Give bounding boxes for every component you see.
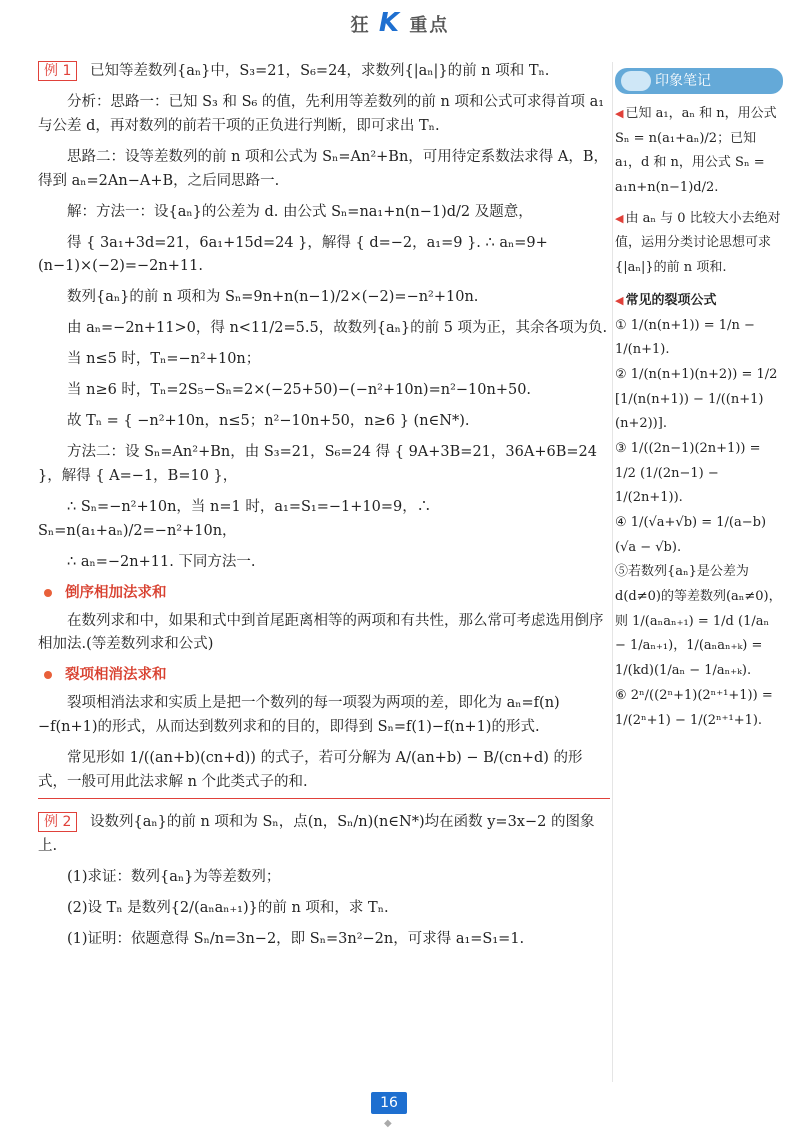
sidebar-header xyxy=(615,68,783,94)
header-prefix: 狂 xyxy=(350,15,371,36)
formula-4: ④ 1/(√a+√b) = 1/(a−b) (√a − √b). xyxy=(615,515,767,555)
note-2 xyxy=(615,207,783,281)
formula-1: ① 1/(n(n+1)) = 1/n − 1/(n+1). xyxy=(615,317,755,358)
example-2-q1: (1)求证：数列{aₙ}为等差数列； xyxy=(67,868,281,885)
system-1: 得 { 3a₁+3d=21，6a₁+15d=24 }，解得 { d=−2，a₁=9 }. ∴ aₙ=9+(n−1)×(−2)=−2n+11. xyxy=(38,234,548,275)
main-column xyxy=(38,60,610,959)
triangle-icon: ◀ xyxy=(615,293,624,307)
section-reverse-add-text: 在数列求和中，如果和式中到首尾距离相等的两项和有共性，那么常可考虑选用倒序相加法.(等差数列求和公式) xyxy=(38,612,604,653)
bullet-icon xyxy=(44,671,52,679)
example-2-label: 例 2 xyxy=(38,812,77,832)
page-header xyxy=(0,8,800,38)
example-2-q2: (2)设 Tₙ 是数列{2/(aₙaₙ₊₁)}的前 n 项和，求 Tₙ. xyxy=(67,899,389,916)
formula-3: ③ 1/((2n−1)(2n+1)) = 1/2 (1/(2n−1) − 1/(2n+1)). xyxy=(615,440,761,506)
header-suffix: 重点 xyxy=(409,15,450,36)
header-k-logo: K xyxy=(378,8,402,38)
note-1 xyxy=(615,102,783,201)
bullet-icon xyxy=(44,589,52,597)
page-ornament-icon: ◆ xyxy=(384,1118,392,1129)
formula-section-title: 常见的裂项公式 xyxy=(625,292,717,308)
case-1: 当 n≤5 时，Tₙ=−n²+10n； xyxy=(67,351,261,368)
sign-analysis: 由 aₙ=−2n+11>0，得 n<11/2=5.5，故数列{aₙ}的前 5 项为正，其余各项为负. xyxy=(67,320,608,337)
example-2-proof: (1)证明：依题意得 Sₙ/n=3n−2，即 Sₙ=3n²−2n，可求得 a₁=S₁=1. xyxy=(67,930,525,947)
note-1-text: 已知 a₁，aₙ 和 n，用公式 Sₙ = n(a₁+aₙ)/2；已知 a₁，d 和 n，用公式 Sₙ = a₁n+n(n−1)d/2. xyxy=(615,106,777,196)
analysis: 分析：思路一：已知 S₃ 和 S₆ 的值，先利用等差数列的前 n 项和公式可求得首项 a₁ 与公差 d，再对数列的前若干项的正负进行判断，即可求出 Tₙ. xyxy=(38,93,605,134)
triangle-icon: ◀ xyxy=(615,211,624,225)
case-2: 当 n≥6 时，Tₙ=2S₅−Sₙ=2×(−25+50)−(−n²+10n)=n²−10n+50. xyxy=(67,382,532,399)
example-1-text: 已知等差数列{aₙ}中，S₃=21，S₆=24，求数列{|aₙ|}的前 n 项和 Tₙ. xyxy=(89,63,550,79)
formula-6: ⑥ 2ⁿ/((2ⁿ+1)(2ⁿ⁺¹+1)) = 1/(2ⁿ+1) − 1/(2ⁿ⁺¹+1). xyxy=(615,687,773,728)
page-number: 16 xyxy=(371,1092,407,1114)
section-telescoping-text-2: 常见形如 1/((an+b)(cn+d)) 的式子，若可分解为 A/(an+b) − B/(cn+d) 的形式，一般可用此法求解 n 个此类式子的和. xyxy=(38,747,610,799)
section-telescoping-title: 裂项相消法求和 xyxy=(65,667,167,684)
cloud-icon xyxy=(621,71,651,91)
solution-2: 方法二：设 Sₙ=An²+Bn，由 S₃=21，S₆=24 得 { 9A+3B=21，36A+6B=24 }，解得 { A=−1，B=10 }， xyxy=(38,443,597,484)
sidebar-notes xyxy=(615,68,783,733)
section-reverse-add xyxy=(44,582,610,606)
formula-5: ⑤若数列{aₙ}是公差为 d(d≠0)的等差数列(aₙ≠0)，则 1/(aₙaₙ₊₁) = 1/d (1/aₙ − 1/aₙ₊₁)，1/(aₙaₙ₊ₖ) = 1/(kd)(1/aₙ − 1/aₙ₊ₖ). xyxy=(615,564,782,679)
section-reverse-add-title: 倒序相加法求和 xyxy=(65,584,167,601)
solution-2c: ∴ aₙ=−2n+11. 下同方法一. xyxy=(67,553,256,570)
section-telescoping xyxy=(44,664,610,688)
section-telescoping-text: 裂项相消法求和实质上是把一个数列的每一项裂为两项的差，即化为 aₙ=f(n)−f(n+1)的形式，从而达到数列求和的目的，即得到 Sₙ=f(1)−f(n+1)的形式. xyxy=(38,695,560,736)
result: 故 Tₙ = { −n²+10n，n≤5；n²−10n+50，n≥6 } (n∈N*). xyxy=(67,413,470,430)
formula-section xyxy=(615,289,783,314)
column-divider xyxy=(612,62,613,1082)
example-2-text: 设数列{aₙ}的前 n 项和为 Sₙ，点(n，Sₙ/n)(n∈N*)均在函数 y=3x−2 的图象上. xyxy=(38,813,595,854)
solution-1: 解：方法一：设{aₙ}的公差为 d. 由公式 Sₙ=na₁+n(n−1)d/2 及题意， xyxy=(67,203,533,220)
example-1 xyxy=(38,60,610,84)
note-2-text: 由 aₙ 与 0 比较大小去绝对值，运用分类讨论思想可求{|aₙ|}的前 n 项和. xyxy=(615,210,781,276)
sum-formula: 数列{aₙ}的前 n 项和为 Sₙ=9n+n(n−1)/2×(−2)=−n²+10n. xyxy=(67,289,479,306)
sidebar-title: 印象笔记 xyxy=(655,73,711,89)
triangle-icon: ◀ xyxy=(615,107,624,120)
solution-2b: ∴ Sₙ=−n²+10n，当 n=1 时，a₁=S₁=−1+10=9，∴ Sₙ=n(a₁+aₙ)/2=−n²+10n， xyxy=(38,498,432,539)
idea-2: 思路二：设等差数列的前 n 项和公式为 Sₙ=An²+Bn，可用待定系数法求得 A，B，得到 aₙ=2An−A+B，之后同思路一. xyxy=(38,148,609,189)
example-1-label: 例 1 xyxy=(38,61,77,81)
example-2 xyxy=(38,811,610,859)
formula-2: ② 1/(n(n+1)(n+2)) = 1/2 [1/(n(n+1)) − 1/((n+1)(n+2))]. xyxy=(615,366,778,432)
